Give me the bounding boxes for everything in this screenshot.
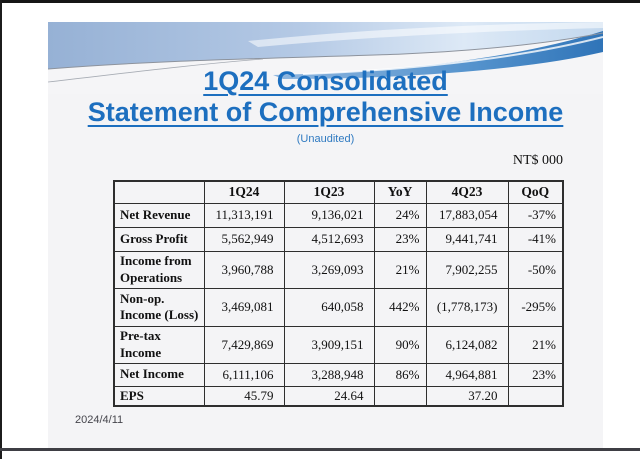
value-1q24: 3,469,081 bbox=[204, 288, 284, 326]
value-1q23: 640,058 bbox=[284, 288, 374, 326]
slide-date: 2024/4/11 bbox=[75, 414, 124, 426]
row-label: Non-op. Income (Loss) bbox=[114, 288, 204, 326]
value-qoq: -295% bbox=[508, 288, 563, 326]
value-yoy bbox=[374, 386, 426, 406]
table-row-eps bbox=[114, 386, 563, 406]
value-4q23: 37.20 bbox=[426, 386, 508, 406]
value-1q23: 3,269,093 bbox=[284, 251, 374, 288]
value-1q23: 3,909,151 bbox=[284, 326, 374, 363]
value-yoy: 86% bbox=[374, 363, 426, 386]
header-1q24: 1Q24 bbox=[204, 181, 284, 203]
financial-results-table bbox=[113, 180, 564, 407]
slide-title-block bbox=[48, 66, 603, 145]
value-yoy: 21% bbox=[374, 251, 426, 288]
value-1q23: 9,136,021 bbox=[284, 203, 374, 227]
value-1q24: 6,111,106 bbox=[204, 363, 284, 386]
photo-frame-top-edge bbox=[0, 0, 640, 3]
table-row-income-from-operations bbox=[114, 251, 563, 288]
row-label: Pre-tax Income bbox=[114, 326, 204, 363]
header-1q23: 1Q23 bbox=[284, 181, 374, 203]
value-4q23: 17,883,054 bbox=[426, 203, 508, 227]
row-label: EPS bbox=[114, 386, 204, 406]
photo-frame-left-edge bbox=[0, 0, 2, 459]
value-1q24: 5,562,949 bbox=[204, 227, 284, 251]
row-label: Gross Profit bbox=[114, 227, 204, 251]
value-1q24: 11,313,191 bbox=[204, 203, 284, 227]
table-header-row bbox=[114, 181, 563, 203]
header-empty-cell bbox=[114, 181, 204, 203]
value-4q23: 6,124,082 bbox=[426, 326, 508, 363]
row-label: Income from Operations bbox=[114, 251, 204, 288]
value-yoy: 24% bbox=[374, 203, 426, 227]
row-label: Net Revenue bbox=[114, 203, 204, 227]
table-row-pretax-income bbox=[114, 326, 563, 363]
slide-title-line2: Statement of Comprehensive Income bbox=[87, 97, 564, 127]
slide-subtitle-unaudited: (Unaudited) bbox=[296, 133, 355, 145]
value-qoq: -37% bbox=[508, 203, 563, 227]
value-yoy: 23% bbox=[374, 227, 426, 251]
table-row-gross-profit bbox=[114, 227, 563, 251]
value-1q24: 45.79 bbox=[204, 386, 284, 406]
value-4q23: 4,964,881 bbox=[426, 363, 508, 386]
value-yoy: 90% bbox=[374, 326, 426, 363]
photo-frame-bottom-edge bbox=[0, 448, 640, 451]
table-row-net-income bbox=[114, 363, 563, 386]
slide bbox=[48, 22, 603, 448]
header-yoy: YoY bbox=[374, 181, 426, 203]
value-qoq bbox=[508, 386, 563, 406]
value-4q23: 7,902,255 bbox=[426, 251, 508, 288]
table-row-nonop-income-loss bbox=[114, 288, 563, 326]
value-qoq: -50% bbox=[508, 251, 563, 288]
header-4q23: 4Q23 bbox=[426, 181, 508, 203]
slide-title-line1: 1Q24 Consolidated bbox=[203, 66, 448, 96]
value-1q24: 7,429,869 bbox=[204, 326, 284, 363]
value-1q23: 4,512,693 bbox=[284, 227, 374, 251]
value-qoq: 23% bbox=[508, 363, 563, 386]
value-4q23: 9,441,741 bbox=[426, 227, 508, 251]
row-label: Net Income bbox=[114, 363, 204, 386]
value-4q23: (1,778,173) bbox=[426, 288, 508, 326]
value-1q23: 24.64 bbox=[284, 386, 374, 406]
value-yoy: 442% bbox=[374, 288, 426, 326]
value-qoq: 21% bbox=[508, 326, 563, 363]
value-qoq: -41% bbox=[508, 227, 563, 251]
currency-units-label: NT$ 000 bbox=[512, 153, 563, 168]
table-row-net-revenue bbox=[114, 203, 563, 227]
value-1q23: 3,288,948 bbox=[284, 363, 374, 386]
value-1q24: 3,960,788 bbox=[204, 251, 284, 288]
header-qoq: QoQ bbox=[508, 181, 563, 203]
